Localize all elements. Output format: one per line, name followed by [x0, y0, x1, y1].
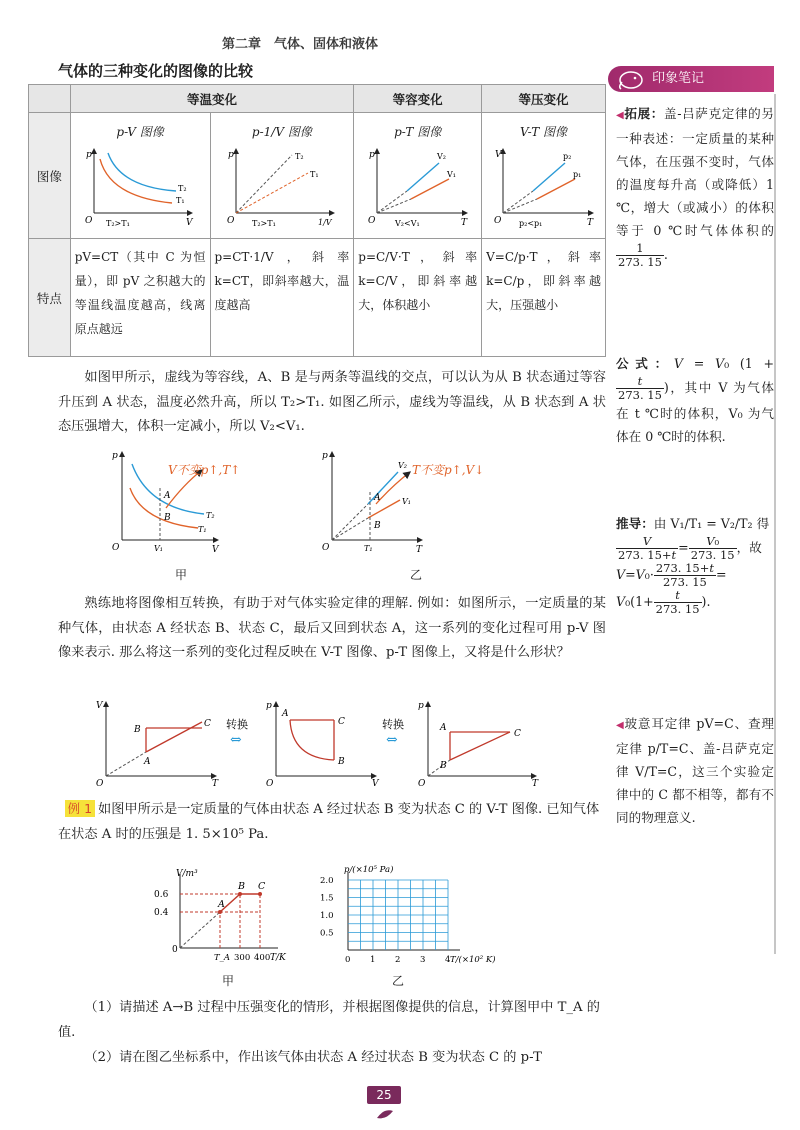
vt-line-label-p1: p₁	[572, 170, 581, 179]
svg-text:p: p	[227, 150, 234, 160]
pt-line-label-v2: V₂	[436, 152, 446, 161]
figure-transformation	[90, 696, 540, 790]
question-2: （2）请在图乙坐标系中，作出该气体由状态 A 经过状态 B 变为状态 C 的 p-T	[84, 1050, 542, 1065]
svg-text:T₁: T₁	[198, 525, 207, 534]
yi-x-tick: 1	[370, 955, 376, 965]
svg-text:A: A	[144, 757, 151, 767]
row-label-graph: 图像	[29, 113, 71, 239]
svg-text:p: p	[266, 701, 272, 711]
yi-y-tick: 1.0	[320, 911, 334, 921]
example-1	[58, 798, 606, 847]
sidebar-notes	[606, 60, 800, 1130]
table-header-isothermal: 等温变化	[70, 85, 354, 113]
example-caption-jia: 甲	[222, 974, 235, 988]
sidebar-banner	[608, 66, 774, 92]
vt-isobar-graph	[489, 145, 599, 229]
pv-curve-label-t2: T₂	[178, 184, 187, 193]
graph-cell-p1v	[210, 113, 354, 239]
svg-text:B: B	[374, 521, 381, 531]
sidebar-extension: ◀拓展：盖-吕萨克定律的另一种表述：一定质量的某种气体，在压强不变时，气体的温度每升高（或降低）1 ℃，增大（或减小）的体积等于 0 ℃时气体体积的 $\frac{1}{273. 15}$ .	[616, 106, 774, 269]
svg-text:T: T	[212, 779, 219, 789]
jia-extension	[180, 912, 220, 948]
extension-text: 盖-吕萨克定律的另一种表述：一定质量的某种气体，在压强不变时，气体的温度每升高（或降低）1 ℃，增大（或减小）的体积等于 0 ℃时气体体积的	[616, 106, 774, 238]
example-caption-yi: 乙	[392, 974, 405, 988]
svg-text:V₁: V₁	[154, 544, 163, 553]
example-text: 如图甲所示是一定质量的气体由状态 A 经过状态 B 变为状态 C 的 V-T 图像. 已知气体在状态 A 时的压强是 1. 5×10⁵ Pa.	[58, 802, 600, 842]
derivation-text: 由 V₁/T₁ = V₂/T₂ 得	[653, 516, 770, 531]
jia-x-tick: T_A	[214, 953, 231, 963]
svg-text:O: O	[493, 216, 501, 226]
section-title: 气体的三种变化的图像的比较	[58, 62, 254, 80]
convert-label-2: 转换	[382, 718, 404, 731]
svg-text:1/V: 1/V	[317, 218, 332, 227]
svg-text:T: T	[416, 545, 423, 555]
svg-text:B: B	[164, 513, 171, 523]
jia-x-tick: 300	[234, 953, 251, 963]
elephant-icon	[616, 67, 646, 91]
chart-pt-yi	[318, 864, 496, 968]
paragraph-explanation: 如图甲所示，虚线为等容线，A、B 是与两条等温线的交点，可以认为从 B 状态通过等容升压到 A 状态，温度必然升高，所以 T₂>T₁. 如图乙所示，虚线为等温线，从 B 状态到 A 状态压强增大，体积一定减小，所以 V₂<V₁.	[58, 370, 606, 434]
row-label-features: 特点	[29, 239, 71, 357]
svg-text:p: p	[322, 451, 328, 461]
svg-text:C: C	[204, 719, 211, 729]
yi-y-tick: 1.5	[320, 893, 334, 904]
vt-line-label-p2: p₂	[562, 152, 571, 161]
chapter-header: 第二章 气体、固体和液体	[221, 37, 378, 52]
pt-line-label-v1: V₁	[446, 170, 456, 179]
svg-text:T: T	[586, 218, 593, 228]
svg-text:A: A	[440, 723, 447, 733]
svg-text:V: V	[186, 218, 193, 228]
feature-isothermal-pv: pV=CT（其中 C 为恒量），即 pV 之积越大的等温线温度越高，线离原点越远	[70, 239, 210, 357]
svg-text:p: p	[112, 451, 118, 461]
figure1-caption-yi: 乙	[410, 568, 423, 582]
formula-label: 公式：	[616, 356, 674, 371]
jia-x-tick: 400	[254, 953, 271, 963]
sidebar-title: 印象笔记	[652, 71, 705, 86]
svg-text:⇔: ⇔	[386, 732, 398, 748]
graph-cell-vt	[482, 113, 606, 239]
leaf-icon	[376, 1108, 394, 1120]
yi-x-tick: 0	[345, 955, 351, 965]
svg-text:p: p	[86, 150, 92, 160]
jia-note: V不变p↑,T↑	[168, 463, 241, 477]
graph-cell-pv	[70, 113, 210, 239]
svg-text:⇔: ⇔	[230, 732, 242, 748]
chart-vt-jia	[150, 868, 290, 968]
p1v-condition: T₂>T₁	[251, 219, 276, 228]
graph-title-pv: p-V 图像	[116, 125, 164, 139]
svg-text:C: C	[338, 717, 345, 727]
jia-y-tick: 0.6	[154, 890, 169, 900]
svg-text:A: A	[164, 491, 171, 501]
svg-text:V: V	[212, 545, 219, 555]
pv-isotherm-graph	[80, 145, 200, 229]
jia-point-label: C	[258, 881, 266, 892]
graph-title-pt: p-T 图像	[394, 125, 442, 139]
svg-text:V: V	[96, 701, 103, 711]
jia-origin: 0	[172, 945, 178, 955]
p-invV-graph	[222, 145, 342, 229]
svg-text:O: O	[112, 543, 120, 553]
extension-label: 拓展：	[624, 106, 664, 121]
laws-note-text: 玻意耳定律 pV=C、查理定律 p/T=C、盖-吕萨克定律 V/T=C，这三个实验定律中的 C 都不相等，都有不同的物理意义.	[616, 716, 774, 825]
svg-text:A: A	[374, 493, 381, 503]
svg-text:O: O	[418, 779, 426, 789]
svg-text:T₁: T₁	[364, 544, 373, 553]
svg-text:T: T	[460, 218, 467, 228]
table-header-isochoric: 等容变化	[354, 85, 482, 113]
p1v-line-label-t1: T₁	[309, 170, 319, 179]
p1v-line-label-t2: T₂	[294, 152, 304, 161]
feature-isobaric: V=C/p·T，斜率 k=C/p，即斜率越大，压强越小	[482, 239, 606, 357]
jia-y-label: V/m³	[176, 869, 198, 879]
svg-text:C: C	[514, 729, 521, 739]
pt-condition: V₂<V₁	[394, 219, 420, 228]
sidebar-laws-note: ◀玻意耳定律 pV=C、查理定律 p/T=C、盖-吕萨克定律 V/T=C，这三个实验定律中的 C 都不相等，都有不同的物理意义.	[616, 716, 774, 825]
derivation-tail: ，故	[736, 540, 762, 555]
yi-y-tick: 2.0	[320, 876, 334, 886]
svg-text:B: B	[440, 761, 447, 771]
svg-text:p: p	[418, 701, 424, 711]
figure-jia-yi	[108, 448, 528, 560]
svg-text:O: O	[85, 216, 93, 226]
pv-condition: T₂>T₁	[106, 219, 130, 228]
svg-text:V₂: V₂	[398, 461, 407, 470]
yi-note: T不变p↑,V↓	[412, 463, 485, 477]
yi-y-label: p/(×10⁵ Pa)	[344, 865, 394, 875]
yi-x-tick: 4	[445, 955, 451, 965]
yi-x-tick: 3	[420, 955, 426, 965]
page-number: 25	[367, 1086, 401, 1104]
comparison-table	[28, 84, 606, 357]
jia-point-label: A	[218, 899, 225, 910]
graph-title-p1v: p-1/V 图像	[251, 125, 312, 139]
feature-isochoric: p=C/V·T，斜率 k=C/V，即斜率越大，体积越小	[354, 239, 482, 357]
jia-y-tick: 0.4	[154, 908, 169, 918]
figure1-caption-jia: 甲	[175, 568, 188, 582]
formula-tail: ，其中 V 为气体在 t ℃时的体积，V₀ 为气体在 0 ℃时的体积.	[616, 380, 774, 444]
question-1: （1）请描述 A→B 过程中压强变化的情形，并根据图像提供的信息，计算图甲中 T_A 的值.	[58, 1000, 600, 1040]
svg-text:V₁: V₁	[402, 497, 411, 506]
jia-x-label: T/K	[270, 953, 286, 963]
derivation-label: 推导：	[616, 516, 654, 531]
svg-text:V: V	[494, 150, 502, 160]
jia-point-label: B	[238, 881, 245, 892]
svg-text:V: V	[372, 779, 379, 789]
svg-text:A: A	[282, 709, 289, 719]
feature-isothermal-p1v: p=CT·1/V，斜率 k=CT，即斜率越大，温度越高	[210, 239, 354, 357]
sidebar-derivation: 推导：由 V₁/T₁ = V₂/T₂ 得 $\frac{V}{273. 15+t}$ = $\frac{\text{V₀}}{273. 15}$ ，故 V=V₀· $\frac{273. 15+t}{273. 15}$ = V₀(1+ $\frac{t}{273. 15}$ ).	[616, 516, 770, 616]
vt-condition: p₂<p₁	[518, 219, 542, 228]
svg-text:O: O	[367, 216, 376, 226]
yi-x-tick: 2	[395, 955, 401, 965]
convert-label-1: 转换	[226, 718, 248, 731]
pv-curve-label-t1: T₁	[176, 196, 185, 205]
svg-text:T: T	[532, 779, 539, 789]
svg-text:B: B	[338, 757, 345, 767]
example-tag: 例 1	[65, 800, 95, 817]
sidebar-formula: 公式：V = V₀ (1 + $\frac{t}{273. 15}$ )，其中 V 为气体在 t ℃时的体积，V₀ 为气体在 0 ℃时的体积.	[616, 356, 775, 444]
yi-x-label: T/(×10² K)	[450, 955, 496, 965]
extension-fraction: $\frac{1}{273. 15}$	[618, 241, 662, 269]
jia-point	[238, 892, 242, 896]
yi-y-tick: 0.5	[320, 928, 334, 939]
paragraph-conversion: 熟练地将图像相互转换，有助于对气体实验定律的理解. 例如：如图所示，一定质量的某种气体，由状态 A 经状态 B、状态 C，最后又回到状态 A，这一系列的变化过程可用 p-V 图像来表示. 那么将这一系列的变化过程反映在 V-T 图像、p-T 图像上，又将是什么形状？	[58, 596, 606, 660]
jia-point	[218, 910, 222, 914]
table-header-corner	[29, 85, 71, 113]
svg-text:B: B	[134, 725, 141, 735]
graph-cell-pt	[354, 113, 482, 239]
jia-point	[258, 892, 262, 896]
svg-text:p: p	[368, 150, 375, 160]
svg-text:T₂: T₂	[206, 511, 215, 520]
table-header-isobaric: 等压变化	[482, 85, 606, 113]
graph-title-vt: V-T 图像	[520, 125, 568, 139]
svg-text:O: O	[266, 779, 274, 789]
svg-text:O: O	[322, 543, 330, 553]
sidebar-divider	[774, 94, 776, 954]
svg-text:O: O	[96, 779, 104, 789]
pt-isochore-graph	[363, 145, 473, 229]
svg-text:O: O	[226, 216, 235, 226]
